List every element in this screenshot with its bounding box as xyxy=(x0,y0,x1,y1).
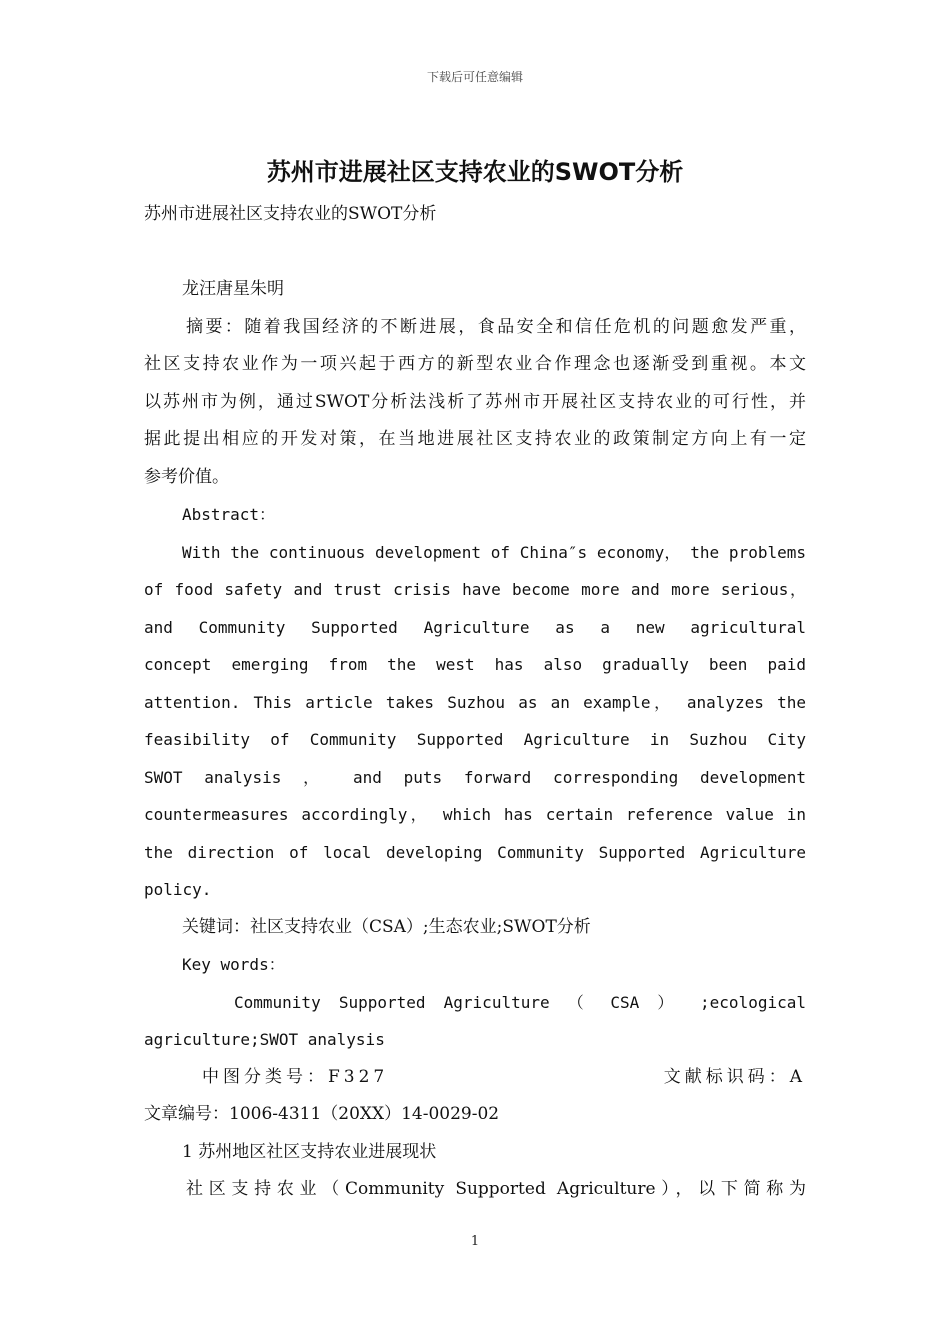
abstract-cn-line: 社区支持农业作为一项兴起于西方的新型农业合作理念也逐渐受到重视。本文 xyxy=(144,354,806,374)
document-body xyxy=(144,196,806,1209)
abstract-cn-line: 以苏州市为例，通过SWOT分析法浅析了苏州市开展社区支持农业的可行性，并 xyxy=(144,391,806,412)
abstract-en-line: SWOT analysis ， and puts forward corresponding development xyxy=(144,767,806,787)
blank-line xyxy=(144,234,806,272)
abstract-en-line: and Community Supported Agriculture as a new agricultural xyxy=(144,617,806,637)
classification-row xyxy=(144,1059,806,1097)
article-number: 文章编号：1006-4311（20XX）14-0029-02 xyxy=(144,1104,500,1124)
keywords-en-line: Community Supported Agriculture （ CSA ） ;ecological xyxy=(234,992,806,1012)
abstract-en-line: concept emerging from the west has also gradually been paid xyxy=(144,655,806,674)
keywords-en-label: Key words： xyxy=(182,955,285,974)
authors: 龙汪唐星朱明 xyxy=(182,279,284,299)
document-title: 苏州市进展社区支持农业的SWOT分析 xyxy=(266,158,684,186)
abstract-en-line: countermeasures accordingly， which has certain reference value in xyxy=(144,805,806,824)
keywords-cn: 关键词：社区支持农业（CSA）;生态农业;SWOT分析 xyxy=(182,916,591,937)
document-code: 文献标识码：A xyxy=(663,1066,806,1087)
abstract-en-line: of food safety and trust crisis have become more and more serious， xyxy=(144,580,806,599)
abstract-en-line: policy. xyxy=(144,880,212,899)
abstract-cn-line: 据此提出相应的开发对策，在当地进展社区支持农业的政策制定方向上有一定 xyxy=(144,429,806,449)
page-number: 1 xyxy=(470,1234,480,1249)
keywords-en-line: agriculture;SWOT analysis xyxy=(144,1030,385,1049)
abstract-en-line: the direction of local developing Community Supported Agriculture xyxy=(144,842,806,862)
subtitle: 苏州市进展社区支持农业的SWOT分析 xyxy=(144,204,437,224)
abstract-en-line: attention. This article takes Suzhou as an example， analyzes the xyxy=(144,692,806,712)
abstract-cn-line: 参考价值。 xyxy=(144,466,229,487)
abstract-en-label: Abstract： xyxy=(182,505,276,524)
section-heading: 1 苏州地区社区支持农业进展现状 xyxy=(182,1141,437,1162)
abstract-cn-line: 摘要：随着我国经济的不断进展，食品安全和信任危机的问题愈发严重， xyxy=(186,316,806,337)
abstract-en-line: With the continuous development of China″s economy， the problems xyxy=(182,542,806,562)
abstract-en-line: feasibility of Community Supported Agriculture in Suzhou City xyxy=(144,730,806,749)
clc-number: 中图分类号：F327 xyxy=(202,1066,389,1087)
section-paragraph-line: 社区支持农业（Community Supported Agriculture），以下简称为 xyxy=(186,1179,806,1199)
page-header: 下载后可任意编辑 xyxy=(426,70,523,84)
